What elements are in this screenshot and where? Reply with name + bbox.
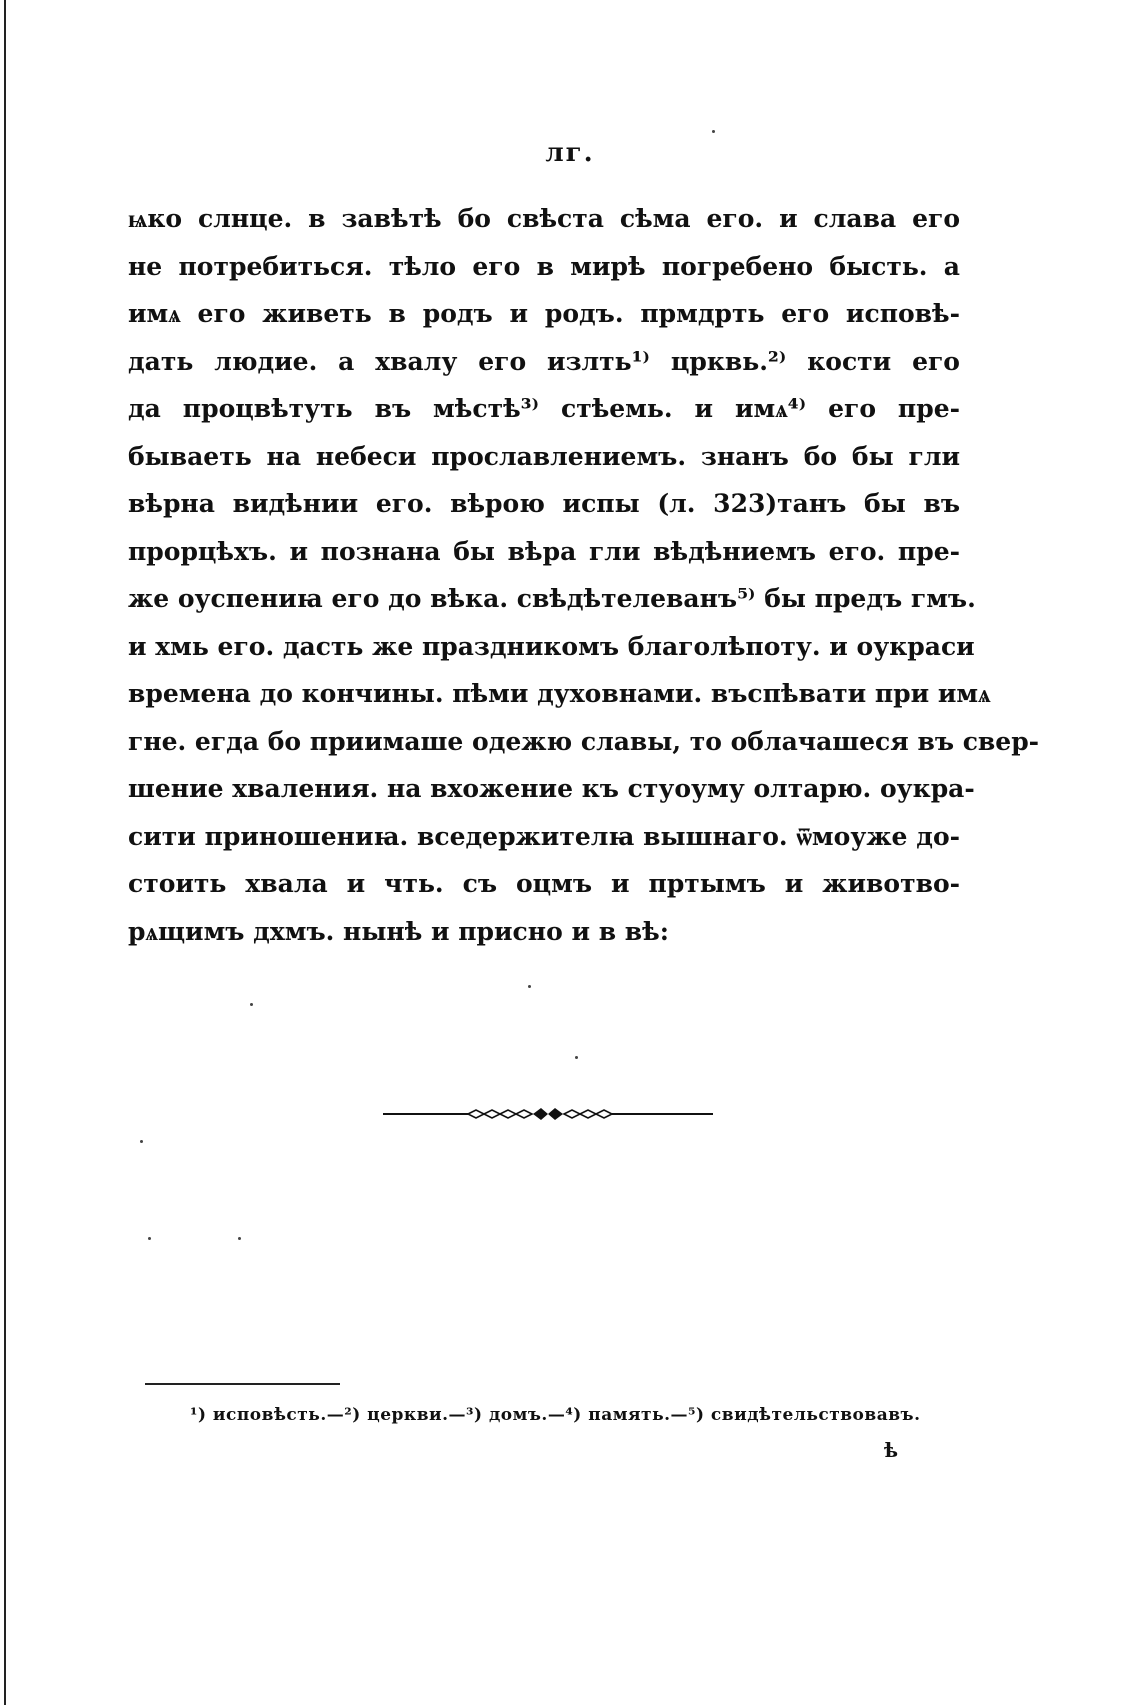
text-line: вѣрна видѣнии его. вѣрою испы (л. 323)танъ бы въ xyxy=(128,489,960,518)
print-speck xyxy=(712,130,715,133)
page-edge-rule xyxy=(4,0,6,1705)
text-line: имѧ его живеть в родъ и родъ. прмдрть его исповѣ- xyxy=(128,299,960,328)
print-speck xyxy=(238,1237,241,1240)
ornamental-divider xyxy=(383,1107,713,1121)
signature-mark: ѣ xyxy=(884,1438,899,1462)
footnote-separator xyxy=(145,1383,340,1385)
text-line: дать людие. а хвалу его излть¹⁾ црквь.²⁾ кости его xyxy=(128,346,960,376)
page-number: лг. xyxy=(545,138,595,168)
print-speck xyxy=(528,985,531,988)
text-line: времена до кончины. пѣми духовнами. въспѣвати при имѧ xyxy=(128,679,991,708)
text-line: сити приношениꙗ. вседержителꙗ вышнаго. ѿмоуже до- xyxy=(128,821,960,851)
print-speck xyxy=(148,1237,151,1240)
text-line: ѩко слнце. в завѣтѣ бо свѣста сѣма его. и слава его xyxy=(128,204,960,233)
main-text-block xyxy=(128,195,1040,955)
text-line: стоить хвала и чть. съ оцмъ и пртымъ и животво- xyxy=(128,869,960,898)
text-line: же оуспениꙗ его до вѣка. свѣдѣтелеванъ⁵⁾ бы предъ гмъ. xyxy=(128,584,976,613)
text-line: рѧщимъ дхмъ. нынѣ и присно и в вѣ: xyxy=(128,916,669,946)
text-line: шение хваления. на вхожение къ стуоуму олтарю. оукра- xyxy=(128,774,975,803)
footnotes: ¹) исповѣсть.—²) церкви.—³) домъ.—⁴) память.—⁵) свидѣтельствовавъ. xyxy=(190,1405,921,1425)
text-line: да процвѣтуть въ мѣстѣ³⁾ стѣемь. и имѧ⁴⁾ его пре- xyxy=(128,394,960,423)
text-line: гне. егда бо приимаше одежю славы, то облачашеся въ свер- xyxy=(128,726,1040,756)
text-line: и хмь его. дасть же праздникомъ благолѣпоту. и оукраси xyxy=(128,631,975,661)
print-speck xyxy=(575,1056,578,1059)
text-line: прорцѣхъ. и познана бы вѣра гли вѣдѣниемъ его. пре- xyxy=(128,536,960,566)
print-speck xyxy=(140,1140,143,1143)
text-line: бываеть на небеси прославлениемъ. знанъ бо бы гли xyxy=(128,441,960,471)
text-line: не потребиться. тѣло его в мирѣ погребено бысть. а xyxy=(128,251,960,281)
print-speck xyxy=(250,1003,253,1006)
